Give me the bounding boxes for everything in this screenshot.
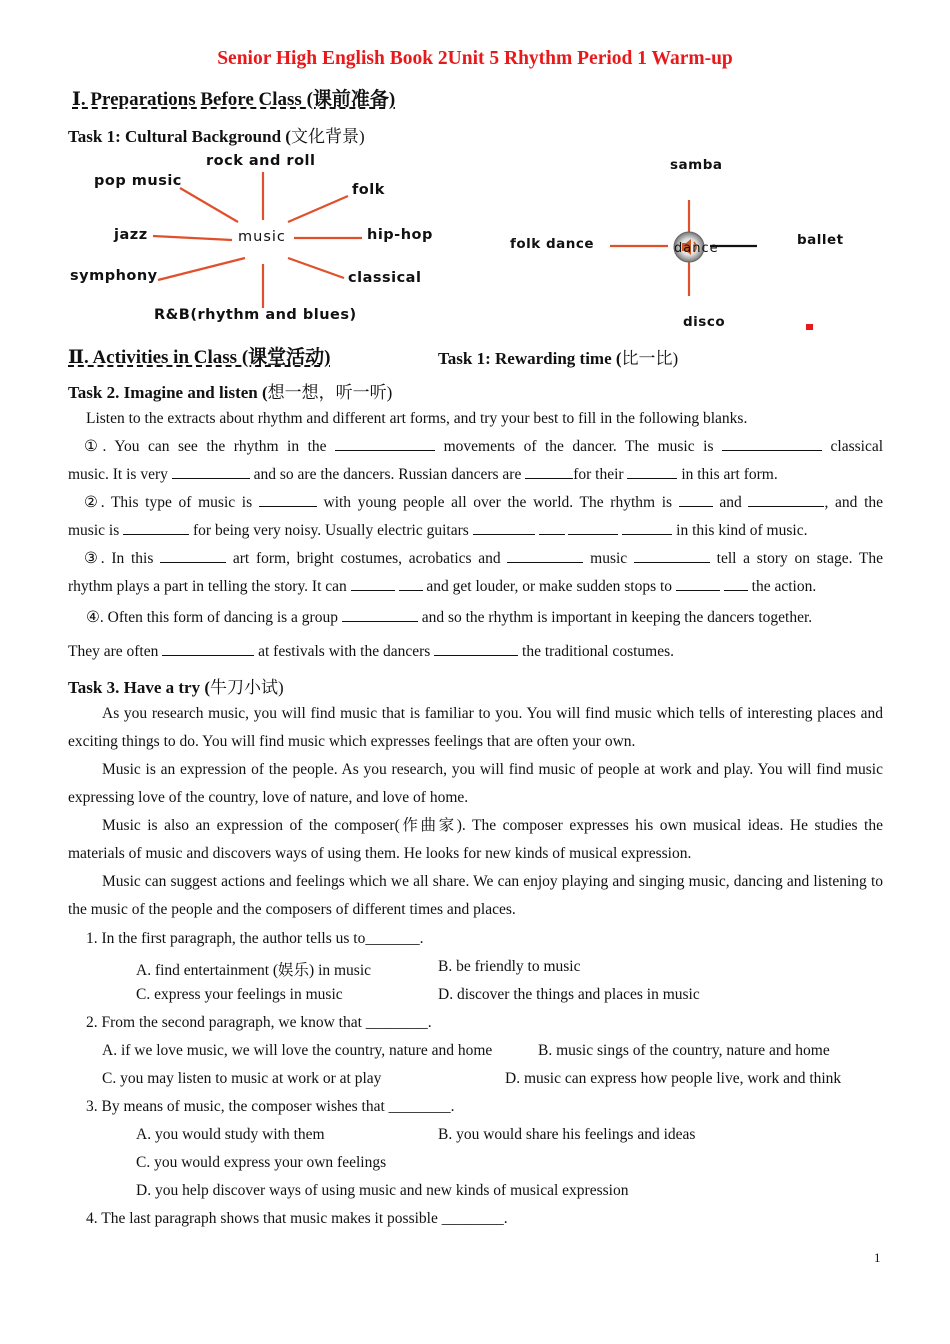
task3-label: Task 3. Have a try (	[68, 678, 210, 697]
task1-label: Task 1: Cultural Background (	[68, 127, 291, 146]
item-rnb: R&B(rhythm and blues)	[154, 307, 357, 323]
option-1d[interactable]: D. discover the things and places in music	[438, 986, 700, 1003]
blank-input[interactable]	[634, 547, 710, 563]
blank-input[interactable]	[172, 463, 250, 479]
task2-label: Task 2. Imagine and listen (	[68, 383, 268, 402]
blank-item-1: ①. You can see the rhythm in the movements of the dancer. The music is classical music. It is very and so are the dancers. Russian dancers are for their in this art form.	[68, 433, 883, 489]
page-number: 1	[874, 1250, 881, 1265]
option-2a[interactable]: A. if we love music, we will love the country, nature and home	[102, 1042, 493, 1059]
option-3c[interactable]: C. you would express your own feelings	[136, 1154, 387, 1171]
passage-paragraph-1: As you research music, you will find music that is familiar to you. You will find music which tells of interesting places and exciting things to do. You will find music which expresses feelings that are often your own.	[68, 705, 883, 750]
section-activities: Ⅱ. Activities in Class (课堂活动)	[68, 347, 331, 368]
blank-input[interactable]	[568, 519, 618, 535]
item-disco: disco	[683, 314, 726, 330]
blank-input[interactable]	[748, 491, 824, 507]
option-2d[interactable]: D. music can express how people live, work and think	[505, 1070, 842, 1087]
option-2c[interactable]: C. you may listen to music at work or at play	[102, 1070, 382, 1087]
section-preparations: Ⅰ. Preparations Before Class (课前准备)	[72, 89, 396, 110]
music-center: music	[238, 229, 286, 245]
task2-heading	[68, 378, 392, 403]
task2-cn: 想一想，听一听)	[267, 383, 393, 402]
blank-input[interactable]	[722, 435, 822, 451]
item-samba: samba	[670, 157, 723, 173]
task3-cn: 牛刀小试)	[210, 678, 284, 697]
blank-input[interactable]	[473, 519, 535, 535]
music-spokes	[0, 0, 480, 340]
spoke-classical	[288, 258, 344, 278]
task3-heading	[68, 673, 284, 698]
item-classical: classical	[348, 270, 422, 286]
blank-item-4b: They are often at festivals with the dancers the traditional costumes.	[68, 638, 883, 666]
spoke-symphony	[158, 258, 245, 280]
blank-input[interactable]	[676, 575, 720, 591]
blank-input[interactable]	[539, 519, 565, 535]
blank-input[interactable]	[679, 491, 713, 507]
blank-item-2: ②. This type of music is with young people all over the world. The rhythm is and , and the music is for being very noisy. Usually electric guitars in this kind of music.	[68, 489, 883, 545]
dance-center: dance	[674, 241, 719, 256]
passage-paragraph-4: Music can suggest actions and feelings which we all share. We can enjoy playing and singing music, dancing and listening to the music of the people and the composers of different times and places.	[68, 873, 883, 918]
item-jazz: jazz	[114, 227, 148, 243]
task1b-cn: 比一比)	[621, 349, 679, 368]
item-folk: folk	[352, 182, 385, 198]
blank-input[interactable]	[399, 575, 423, 591]
option-2b[interactable]: B. music sings of the country, nature and home	[538, 1042, 830, 1059]
blank-item-3: ③. In this art form, bright costumes, acrobatics and music tell a story on stage. The rhythm plays a part in telling the story. It can and get louder, or make sudden stops to the action.	[68, 545, 883, 601]
option-1a[interactable]: A. find entertainment (娱乐) in music	[136, 962, 372, 979]
blank-input[interactable]	[123, 519, 189, 535]
blank-input[interactable]	[622, 519, 672, 535]
task2-intro: Listen to the extracts about rhythm and different art forms, and try your best to fill in the following blanks.	[86, 410, 748, 427]
option-3d[interactable]: D. you help discover ways of using music and new kinds of musical expression	[136, 1182, 629, 1199]
blank-input[interactable]	[627, 463, 677, 479]
option-1c[interactable]: C. express your feelings in music	[136, 986, 343, 1003]
spoke-jazz	[153, 236, 232, 240]
blank-input[interactable]	[507, 547, 583, 563]
option-3b[interactable]: B. you would share his feelings and ideas	[438, 1126, 696, 1143]
task1b-label: Task 1: Rewarding time (	[438, 349, 622, 368]
blank-input[interactable]	[525, 463, 573, 479]
marker-square	[806, 324, 813, 330]
option-3a[interactable]: A. you would study with them	[136, 1126, 325, 1143]
question-3: 3. By means of music, the composer wishes that ________.	[86, 1098, 455, 1115]
passage-paragraph-2: Music is an expression of the people. As you research, you will find music of people at work and play. You will find music expressing love of the country, love of nature, and love of home.	[68, 761, 883, 806]
blank-input[interactable]	[351, 575, 395, 591]
blank-input[interactable]	[162, 640, 254, 656]
task1-rewarding-heading	[438, 344, 678, 369]
item-ballet: ballet	[797, 232, 844, 248]
item-rock-and-roll: rock and roll	[206, 153, 316, 169]
passage-paragraph-3: Music is also an expression of the composer(作曲家). The composer expresses his own musical ideas. He studies the materials of music and discovers ways of using them. He looks for new kinds of musical expression.	[68, 817, 883, 862]
spoke-pop	[180, 188, 238, 222]
blank-input[interactable]	[724, 575, 748, 591]
blank-input[interactable]	[434, 640, 518, 656]
item-symphony: symphony	[70, 268, 158, 284]
blank-input[interactable]	[342, 606, 418, 622]
question-4: 4. The last paragraph shows that music makes it possible ________.	[86, 1210, 508, 1227]
item-folk-dance: folk dance	[510, 236, 594, 252]
page-title: Senior High English Book 2Unit 5 Rhythm Period 1 Warm-up	[217, 48, 733, 69]
spoke-folk	[288, 196, 348, 222]
blank-input[interactable]	[160, 547, 226, 563]
blank-input[interactable]	[259, 491, 317, 507]
question-1: 1. In the first paragraph, the author tells us to_______.	[86, 930, 424, 947]
item-pop-music: pop music	[94, 173, 182, 189]
item-hip-hop: hip-hop	[367, 227, 433, 243]
task1-cn: 文化背景)	[290, 127, 365, 146]
option-1b[interactable]: B. be friendly to music	[438, 958, 581, 975]
blank-item-4a: ④. Often this form of dancing is a group and so the rhythm is important in keeping the dancers together.	[68, 604, 886, 632]
question-2: 2. From the second paragraph, we know that ________.	[86, 1014, 432, 1031]
blank-input[interactable]	[335, 435, 435, 451]
